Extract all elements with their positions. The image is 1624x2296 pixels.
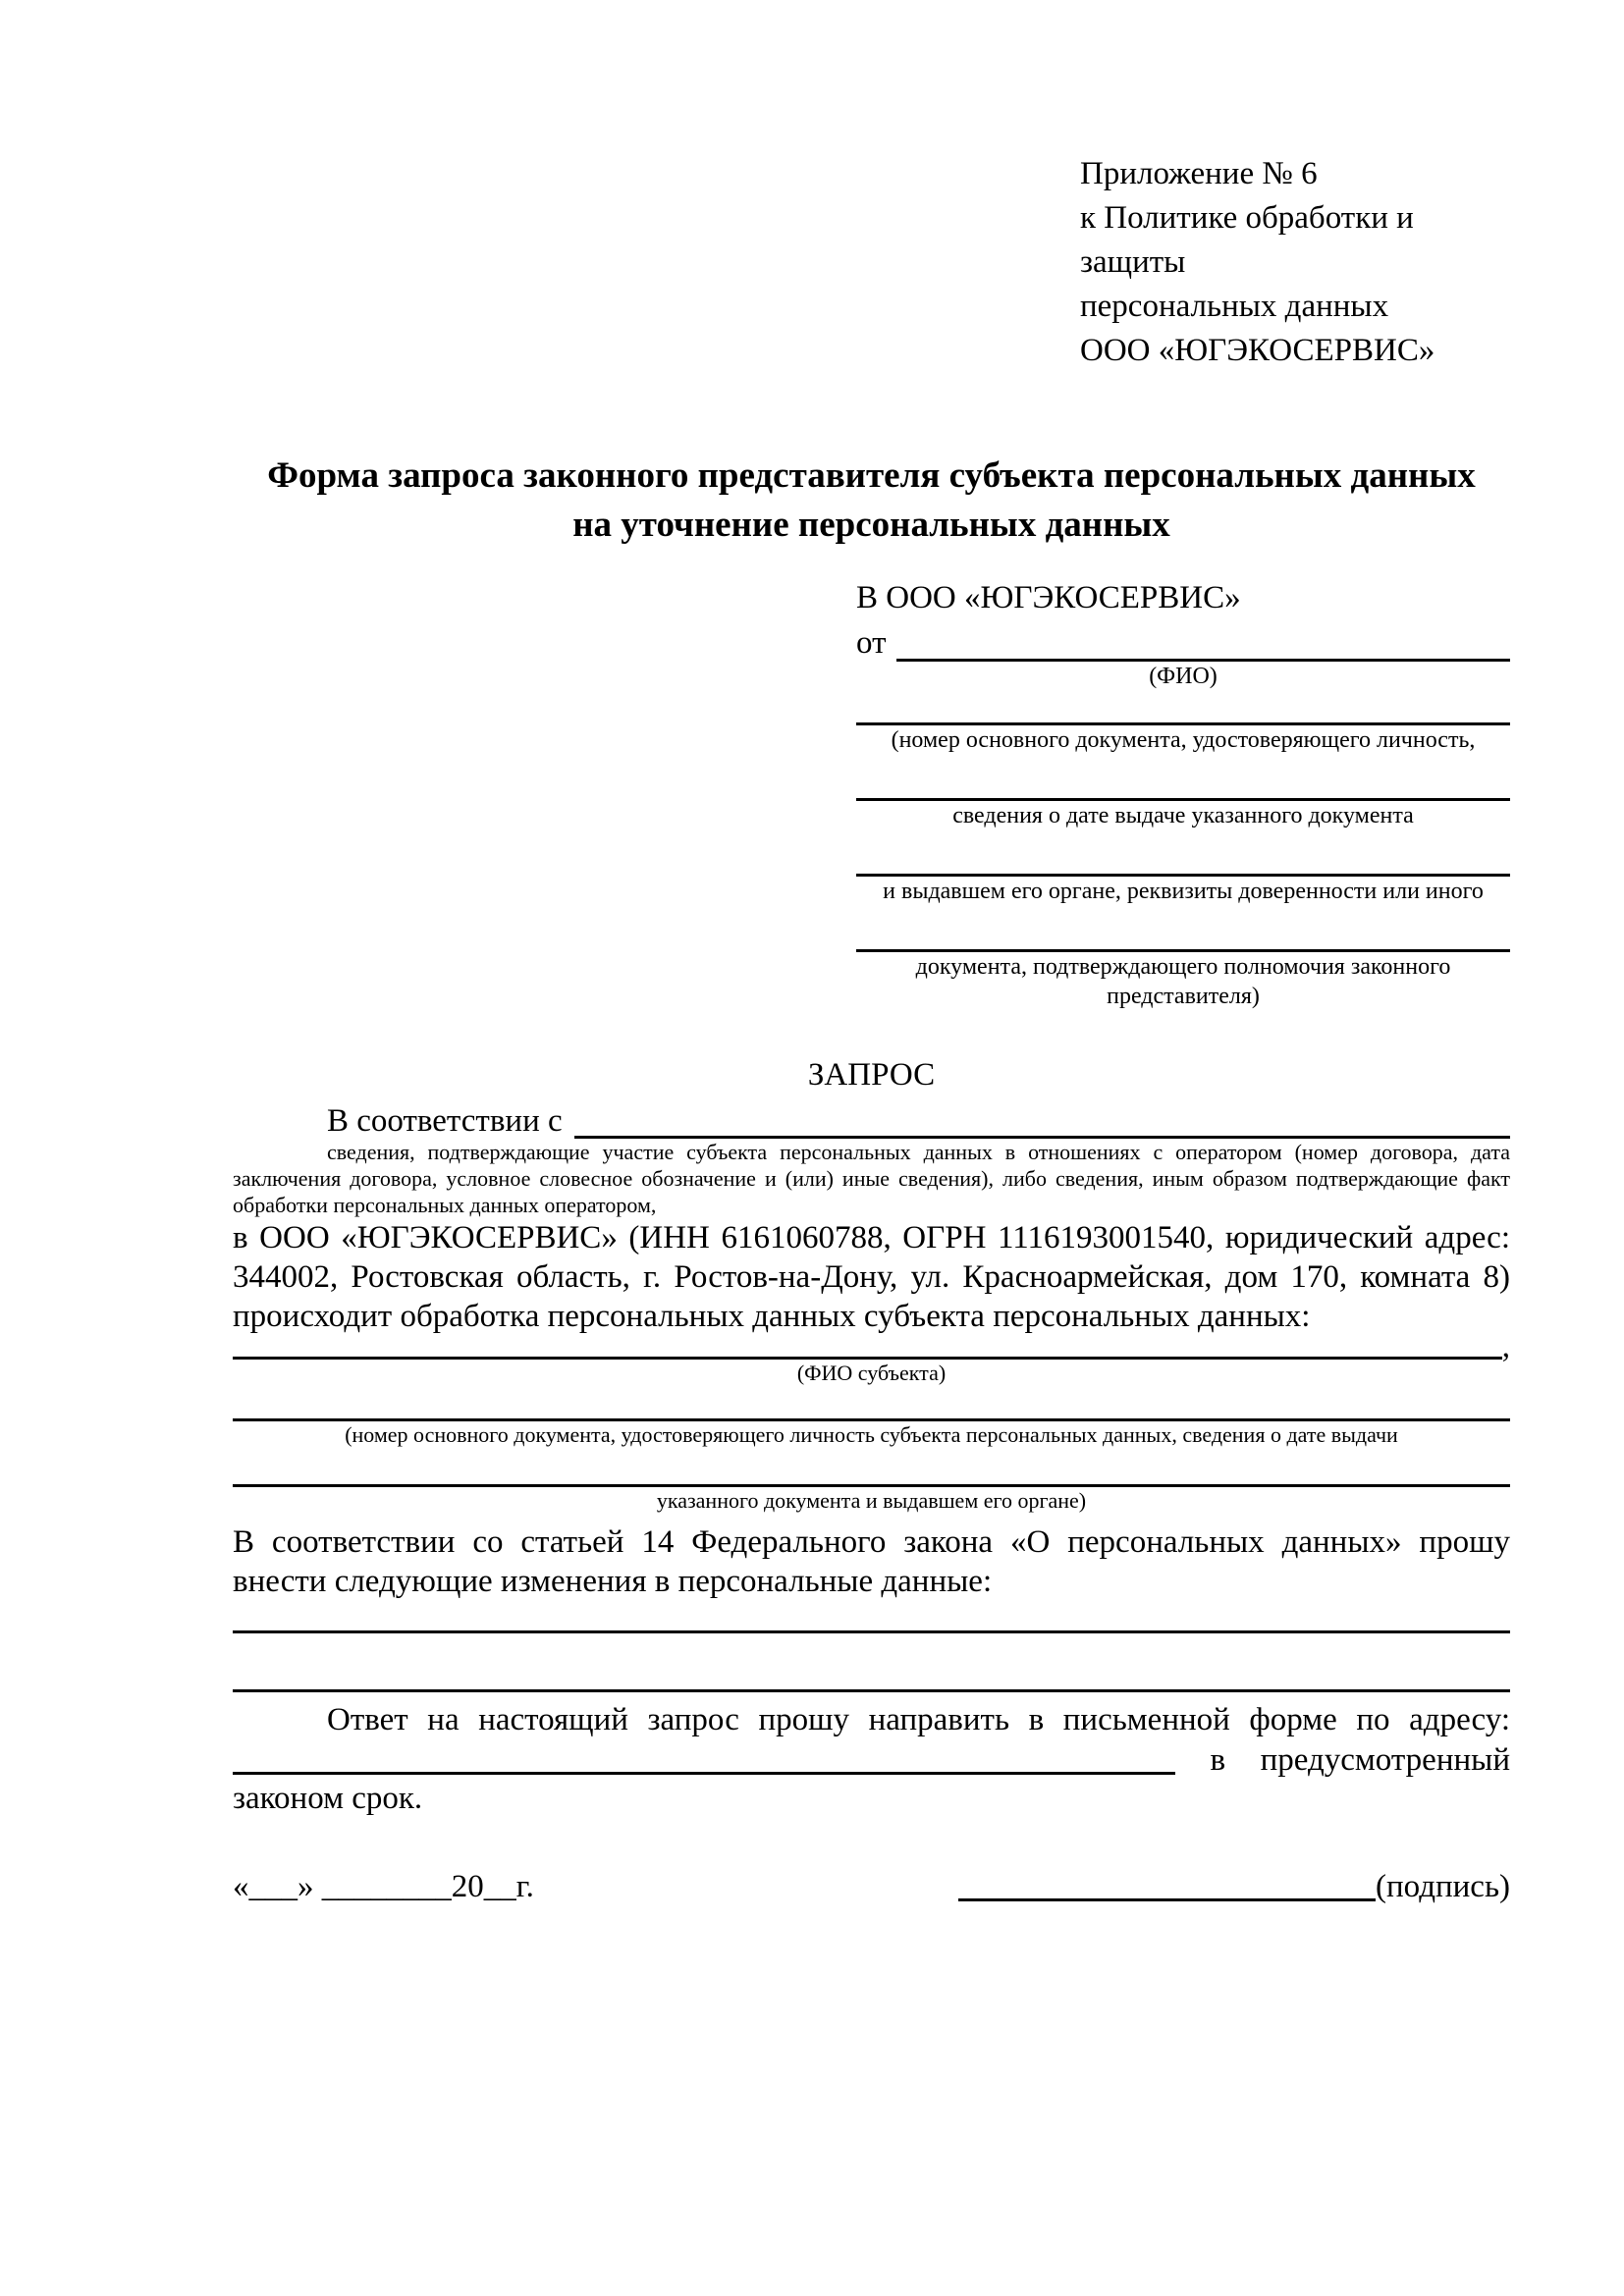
date-blank: «___» ________20__г. [233, 1869, 534, 1904]
operator-paragraph-line: происходит обработка персональных данных субъекта персональных данных: [233, 1299, 1311, 1334]
appendix-header-line: к Политике обработки и защиты [1080, 200, 1414, 280]
blank-line [233, 1387, 1510, 1421]
changes-fill-line [233, 1601, 1510, 1633]
intro-label: В соответствии с [327, 1103, 563, 1139]
appendix-header-line: ООО «ЮГЭКОСЕРВИС» [1080, 333, 1435, 368]
form-title [233, 452, 1510, 550]
page-content [233, 0, 1510, 1906]
intro-row [233, 1101, 1510, 1139]
reply-address-row [233, 1739, 1510, 1779]
form-title-line: на уточнение персональных данных [572, 505, 1170, 545]
appendix-header-line: персональных данных [1080, 289, 1389, 324]
signature-area [958, 1867, 1510, 1906]
blank-line-caption: сведения о дате выдаче указанного документа [952, 803, 1414, 828]
intro-footnote-line: заключения договора, условное словесное обозначение и (или) иные сведения), либо сведения, иным образом подтверждающие факт [233, 1166, 1510, 1191]
law-paragraph-line: В соответствии со статьей 14 Федерального закона «О персональных данных» прошу [233, 1524, 1510, 1560]
blank-line [233, 1449, 1510, 1487]
law-paragraph [233, 1522, 1510, 1601]
intro-footnote-line: обработки персональных данных оператором, [233, 1193, 657, 1217]
changes-fill-line [233, 1633, 1510, 1692]
operator-paragraph [233, 1218, 1510, 1336]
intro-footnote [233, 1139, 1510, 1218]
reply-word: предусмотренный [1260, 1742, 1510, 1778]
subject-fio-caption: (ФИО субъекта) [796, 1361, 947, 1385]
appendix-header-line: Приложение № 6 [1080, 156, 1318, 191]
request-heading: ЗАПРОС [807, 1057, 936, 1093]
from-row [856, 620, 1510, 662]
blank-line [856, 906, 1510, 952]
trailing-comma: , [1501, 1329, 1510, 1364]
signature-caption: (подпись) [1376, 1869, 1510, 1904]
reply-paragraph-line: законом срок. [233, 1781, 423, 1816]
addressee-organization: В ООО «ЮГЭКОСЕРВИС» [856, 580, 1241, 615]
addressee-block [856, 576, 1510, 1011]
blank-line [856, 755, 1510, 801]
form-title-line: Форма запроса законного представителя субъекта персональных данных [267, 455, 1476, 496]
law-paragraph-line: внести следующие изменения в персональные данные: [233, 1564, 993, 1599]
operator-paragraph-line: в ООО «ЮГЭКОСЕРВИС» (ИНН 6161060788, ОГРН 1116193001540, юридический адрес: [233, 1220, 1510, 1255]
blank-line [856, 830, 1510, 877]
blank-line-caption: и выдавшем его органе, реквизиты доверенности или иного [883, 879, 1484, 904]
subject-doc-caption: указанного документа и выдавшем его органе) [656, 1488, 1087, 1513]
subject-doc-caption: (номер основного документа, удостоверяющего личность субъекта персональных данных, сведения о дате выдачи [345, 1422, 1398, 1447]
blank-line [856, 691, 1510, 725]
signature-fill-line [958, 1898, 1376, 1901]
from-label: от [856, 625, 887, 661]
appendix-header [1080, 152, 1510, 373]
reply-paragraph-line: Ответ на настоящий запрос прошу направить в письменной форме по адресу: [327, 1702, 1510, 1737]
blank-line-caption: документа, подтверждающего полномочия законного представителя) [915, 954, 1451, 1009]
intro-footnote-line: сведения, подтверждающие участие субъекта персональных данных в отношениях с оператором (номер договора, дата [327, 1140, 1510, 1164]
fio-caption: (ФИО) [1149, 664, 1218, 689]
subject-fio-row [233, 1329, 1510, 1364]
signature-footer [233, 1867, 1510, 1906]
reply-word: в [1210, 1742, 1226, 1778]
address-fill-line [233, 1772, 1175, 1775]
blank-line-caption: (номер основного документа, удостоверяющего личность, [891, 727, 1476, 753]
operator-paragraph-line: 344002, Ростовская область, г. Ростов-на-Дону, ул. Красноармейская, дом 170, комната 8) [233, 1259, 1510, 1295]
